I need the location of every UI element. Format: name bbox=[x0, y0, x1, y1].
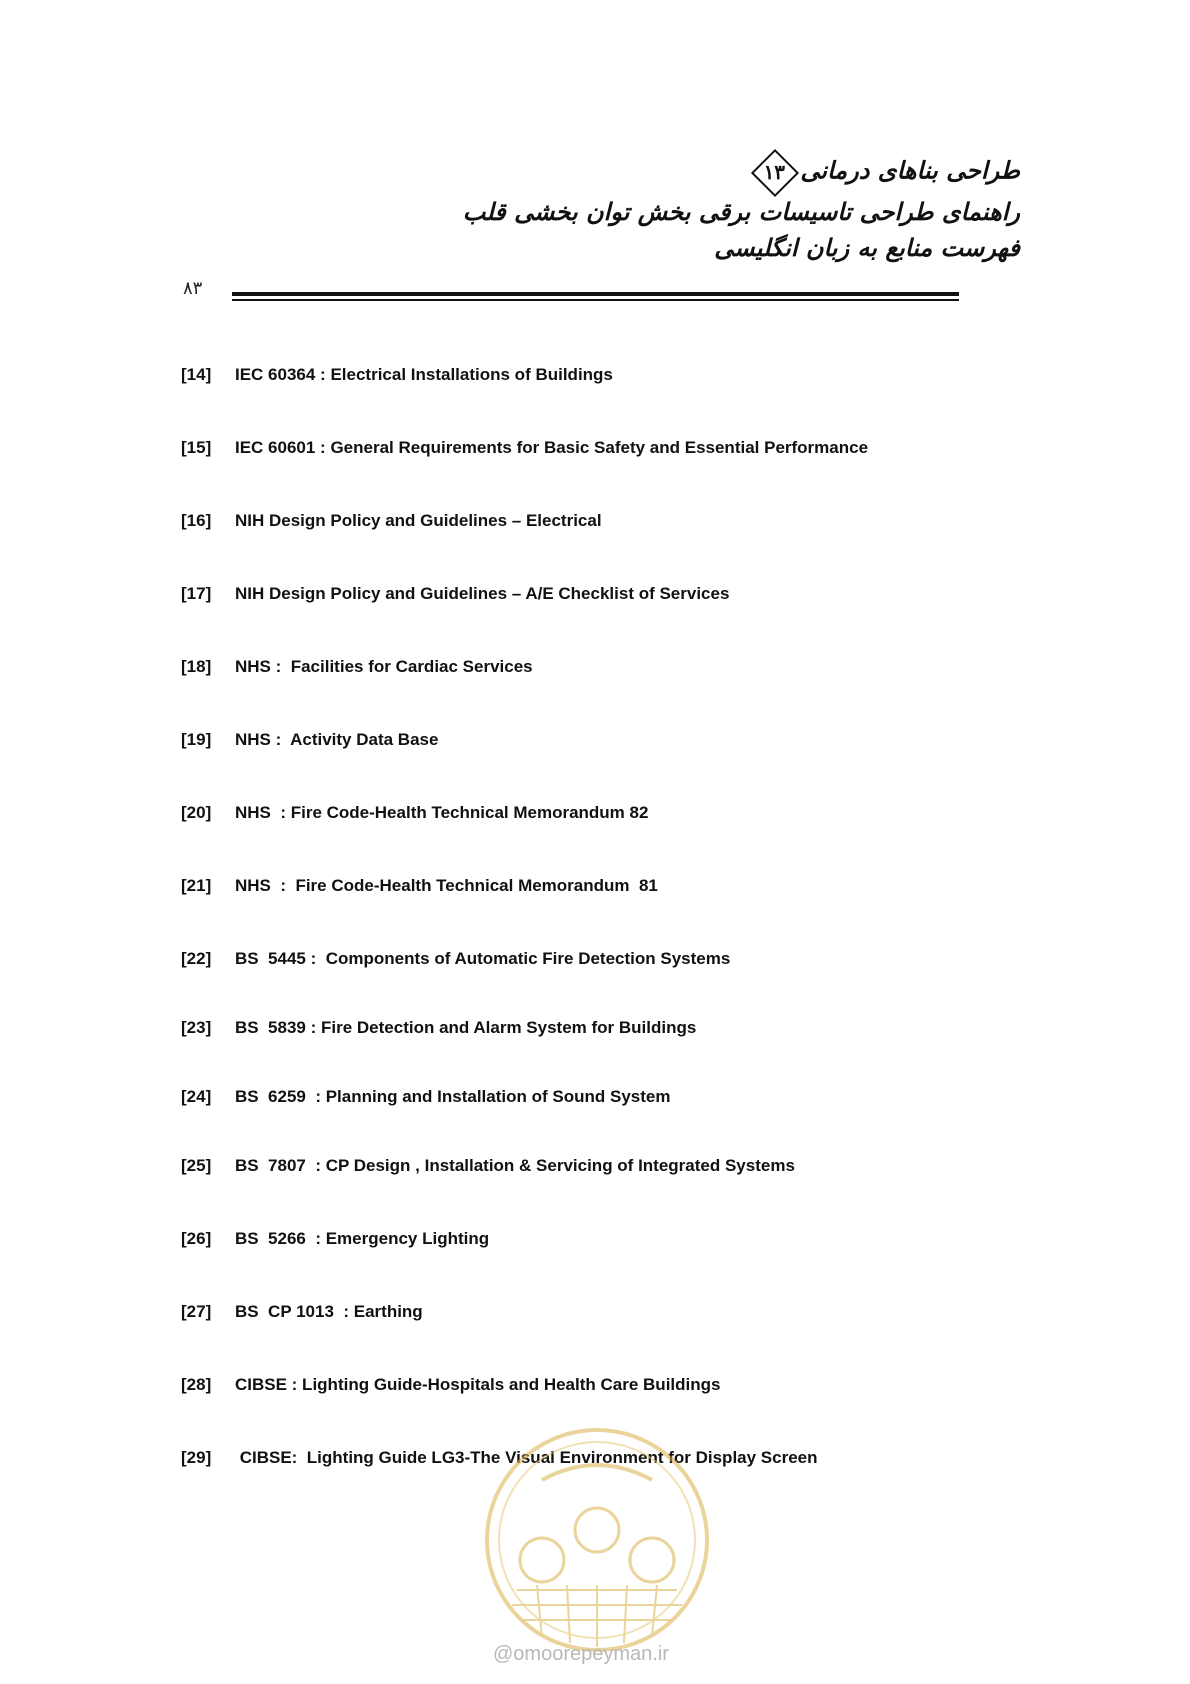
reference-number: [16] bbox=[181, 511, 212, 530]
gear-icon bbox=[520, 1508, 674, 1582]
reference-text: BS 7807 : CP Design , Installation & Servicing of Integrated Systems bbox=[235, 1156, 795, 1175]
reference-number: [15] bbox=[181, 438, 212, 457]
reference-text: BS 5839 : Fire Detection and Alarm System for Buildings bbox=[235, 1018, 697, 1037]
reference-item bbox=[181, 871, 658, 901]
reference-number: [23] bbox=[181, 1018, 212, 1037]
header-guide-title: راهنمای طراحی تاسیسات برقی بخش توان بخشی قلب bbox=[462, 197, 1020, 226]
reference-text: NIH Design Policy and Guidelines – Electrical bbox=[235, 511, 602, 530]
reference-item bbox=[181, 433, 868, 463]
reference-number: [20] bbox=[181, 803, 212, 822]
reference-number: [21] bbox=[181, 876, 212, 895]
reference-text: BS 5266 : Emergency Lighting bbox=[235, 1229, 490, 1248]
header-section-title: فهرست منابع به زبان انگلیسی bbox=[714, 233, 1020, 262]
header-rule-thick bbox=[232, 292, 959, 296]
reference-text: BS 6259 : Planning and Installation of Sound System bbox=[235, 1087, 671, 1106]
reference-text: BS CP 1013 : Earthing bbox=[235, 1302, 423, 1321]
page-header bbox=[320, 150, 1020, 266]
reference-text: CIBSE : Lighting Guide-Hospitals and Health Care Buildings bbox=[235, 1375, 721, 1394]
reference-item bbox=[181, 944, 730, 974]
reference-item bbox=[181, 360, 613, 390]
reference-number: [19] bbox=[181, 730, 212, 749]
reference-item bbox=[181, 798, 648, 828]
volume-number-badge bbox=[752, 150, 796, 194]
reference-item bbox=[181, 1082, 670, 1112]
reference-text: CIBSE: Lighting Guide LG3-The Visual Environment for Display Screen bbox=[235, 1448, 818, 1467]
reference-text: NHS : Fire Code-Health Technical Memorandum 82 bbox=[235, 803, 649, 822]
reference-text: NHS : Activity Data Base bbox=[235, 730, 439, 749]
reference-item bbox=[181, 1151, 795, 1181]
header-series-text: طراحی بناهای درمانی bbox=[800, 155, 1020, 185]
reference-number: [25] bbox=[181, 1156, 212, 1175]
reference-number: [22] bbox=[181, 949, 212, 968]
reference-item bbox=[181, 1370, 720, 1400]
reference-item bbox=[181, 1224, 489, 1254]
reference-number: [17] bbox=[181, 584, 212, 603]
header-rule-thin bbox=[232, 299, 959, 301]
reference-item bbox=[181, 1013, 696, 1043]
reference-item bbox=[181, 652, 533, 682]
reference-number: [24] bbox=[181, 1087, 212, 1106]
seal-logo-script bbox=[542, 1465, 652, 1480]
reference-text: NIH Design Policy and Guidelines – A/E Checklist of Services bbox=[235, 584, 730, 603]
reference-number: [14] bbox=[181, 365, 212, 384]
grid-pattern bbox=[512, 1585, 682, 1647]
reference-number: [27] bbox=[181, 1302, 212, 1321]
reference-number: [28] bbox=[181, 1375, 212, 1394]
reference-item bbox=[181, 579, 729, 609]
volume-number: ۱۳ bbox=[763, 160, 786, 184]
reference-text: NHS : Facilities for Cardiac Services bbox=[235, 657, 533, 676]
reference-number: [18] bbox=[181, 657, 212, 676]
reference-text: NHS : Fire Code-Health Technical Memorandum 81 bbox=[235, 876, 658, 895]
reference-text: IEC 60601 : General Requirements for Basic Safety and Essential Performance bbox=[235, 438, 869, 457]
header-series-title bbox=[320, 150, 1020, 194]
reference-number: [26] bbox=[181, 1229, 212, 1248]
reference-item bbox=[181, 506, 602, 536]
watermark-site: @omoorepeyman.ir bbox=[493, 1643, 669, 1665]
reference-number: [29] bbox=[181, 1448, 212, 1467]
reference-item bbox=[181, 1297, 423, 1327]
page-number: ۸۳ bbox=[183, 278, 203, 299]
reference-text: IEC 60364 : Electrical Installations of Buildings bbox=[235, 365, 613, 384]
reference-item bbox=[181, 725, 438, 755]
watermark-seal bbox=[482, 1425, 712, 1655]
reference-text: BS 5445 : Components of Automatic Fire Detection Systems bbox=[235, 949, 731, 968]
